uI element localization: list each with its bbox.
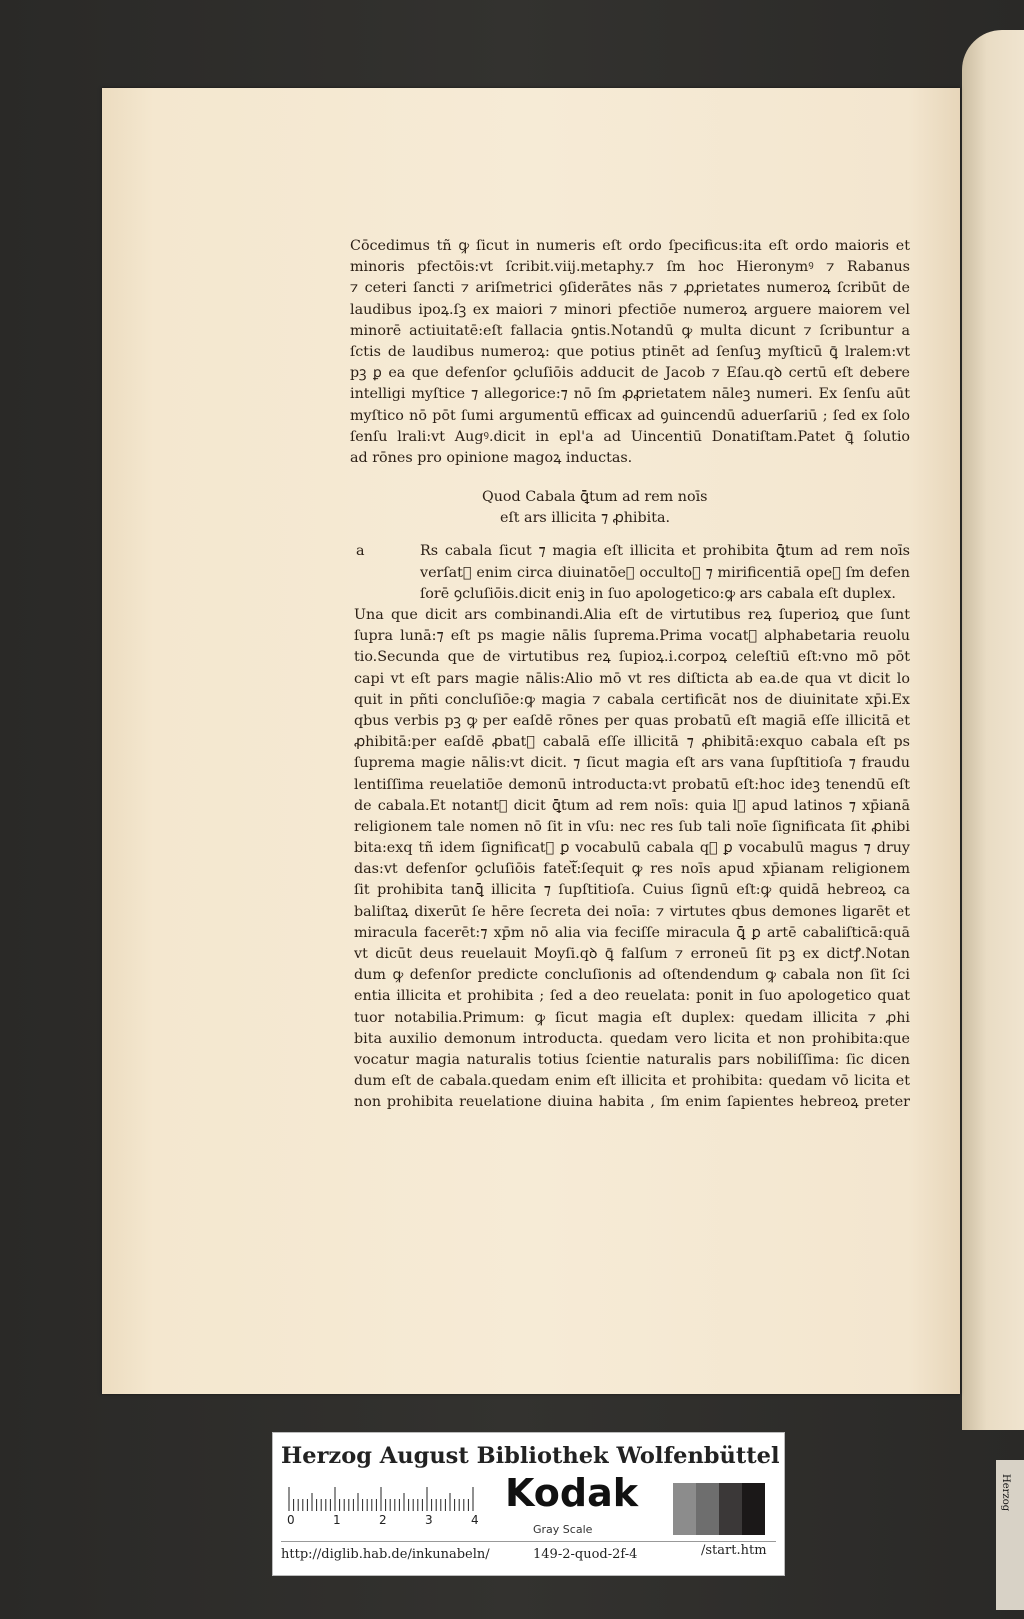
page-text	[350, 236, 910, 1114]
text-line: ſit prohibita tanꝗ̄ illicita ⁊ ſupſtitioſa. Cuius ſignū eſt:ꝙ quidā hebreoꝝ ca	[354, 882, 910, 899]
gray-swatch	[742, 1483, 765, 1535]
gray-swatch	[673, 1483, 696, 1535]
adjacent-page-edge	[962, 30, 1024, 1430]
text-line: entia illicita et prohibita ; ſed a deo reuelata: ponit in ſuo apologetico quat	[354, 988, 910, 1005]
text-line: capi vt eſt pars magie nālis:Alio mō vt res diſticta ab ea.de qua vt dicit lo	[354, 670, 910, 687]
text-line: Rs cabala ſicut ⁊ magia eſt illicita et prohibita ꝗ̄tum ad rem noīs	[420, 543, 910, 560]
text-line: bita auxilio demonum introducta. quedam vero licita et non prohibita:que	[354, 1030, 910, 1047]
text-line: das:vt defenſor ꝯcluſiōis fatetᷓ:ſequit ꝙ res noīs apud xp̄ianam religionem	[354, 861, 910, 878]
adjacent-label-text: Herzog	[1000, 1474, 1011, 1512]
label-divider	[281, 1541, 776, 1542]
text-line: minorē actiuitatē:eſt fallacia ꝯntis.Notandū ꝙ multa dicunt ⁊ ſcribuntur a	[350, 322, 910, 339]
paragraph-marker: a	[356, 543, 365, 560]
text-line: eſt ars illicita ⁊ ꝓhibita.	[500, 510, 671, 527]
text-line: tio.Secunda que de virtutibus reꝝ ſupioꝝ.i.corpoꝝ celeſtiū eſt:vno mō pōt	[354, 649, 910, 666]
gray-swatch	[719, 1483, 742, 1535]
ruler-number: 2	[379, 1513, 387, 1527]
text-line: quit in pñti concluſiōe:ꝙ magia ⁊ cabala certificāt nos de diuinitate xp̄i.Ex	[354, 691, 910, 708]
text-line: ſuprema magie nālis:vt dicit. ⁊ ſicut magia eſt ars vana ſupſtitioſa ⁊ fraudu	[354, 755, 910, 772]
text-line: ad rōnes pro opinione magoꝝ inductas.	[350, 449, 633, 466]
text-line: Una que dicit ars combinandi.Alia eſt de virtutibus reꝝ ſuperioꝝ que ſunt	[354, 607, 910, 623]
gray-scale-swatches	[673, 1483, 765, 1535]
gray-scale-caption: Gray Scale	[533, 1523, 593, 1536]
gray-swatch	[696, 1483, 719, 1535]
ruler-number: 3	[425, 1513, 433, 1527]
digital-library-url[interactable]: http://diglib.hab.de/inkunabeln/	[281, 1547, 490, 1562]
institution-name: Herzog August Bibliothek Wolfenbüttel	[281, 1443, 780, 1469]
paragraph-2	[350, 541, 910, 1113]
kodak-logo: Kodak	[505, 1471, 638, 1515]
ruler-number: 4	[471, 1513, 479, 1527]
text-line: minoris pfectōis:vt ſcribit.viij.metaphy.⁊ ſm hoc Hieronymꝰ ⁊ Rabanus	[350, 259, 910, 276]
text-line: tuor notabilia.Primum: ꝙ ſicut magia eſt duplex: quedam illicita ⁊ ꝓhi	[354, 1009, 910, 1026]
section-heading	[482, 487, 910, 529]
text-line: Quod Cabala ꝗ̄tum ad rem noīs	[482, 489, 708, 506]
ruler-ticks	[287, 1487, 487, 1511]
scale-ruler	[287, 1487, 487, 1527]
text-line: vt dicūt deus reuelauit Moyſi.qꝺ ꝗ̄ falſum ⁊ erroneū ſit pꝫ ex dictꝭ.Notan	[354, 946, 910, 962]
text-line: baliſtaꝝ dixerūt ſe hēre ſecreta dei noīa: ⁊ virtutes qbus demones ligarēt et	[354, 903, 910, 920]
text-line: Cōcedimus tñ ꝙ ſicut in numeris eſt ordo ſpecificus:ita eſt ordo maioris et	[350, 238, 910, 254]
text-line: ꝓhibitā:per eaſdē ꝓbatᷓ cabalā eſſe illicitā ⁊ ꝓhibitā:exquo cabala eſt ps	[354, 734, 910, 751]
text-line: miracula facerēt:⁊ xp̄m nō alia via feciſſe miracula ꝗ̄ ꝑ artē cabaliſticā:quā	[354, 924, 910, 941]
paragraph-1	[350, 236, 910, 469]
text-line: ſctis de laudibus numeroꝝ: que potius ptinēt ad ſenſuꝫ myſticū ꝗ̄ lralem:vt	[350, 343, 910, 360]
text-line: dum ꝙ defenſor predicte concluſionis ad oſtendendum ꝙ cabala non ſit ſci	[354, 967, 910, 984]
text-line: ſenſu lrali:vt Augꝰ.dicit in epl'a ad Uincentiū Donatiſtam.Patet ꝗ̄ ſolutio	[350, 428, 910, 445]
text-line: vocatur magia naturalis totius ſcientie naturalis pars nobiliſſima: ſic dicen	[354, 1051, 910, 1068]
text-line: laudibus ipoꝝ.ſꝫ ex maiori ⁊ minori pfectiōe numeroꝝ arguere maiorem vel	[350, 301, 910, 318]
text-line: myſtico nō pōt ſumi argumentū efficax ad ꝯuincendū aduerſariū ; ſed ex ſolo	[350, 407, 910, 424]
text-line: ⁊ ceteri ſancti ⁊ ariſmetrici ꝯſiderātes nās ⁊ ꝓꝓrietates numeroꝝ ſcribūt de	[350, 280, 910, 297]
text-line: bita:exq tñ idem ſignificatᷓ ꝑ vocabulū cabala qꝺ ꝑ vocabulū magus ⁊ druy	[354, 840, 910, 857]
text-line: lentiſſima reuelatiōe demonū introducta:vt probatū eſt:hoc ideꝫ tenendū eſt	[354, 776, 910, 793]
ruler-numbers	[287, 1513, 487, 1529]
shelfmark-code: 149-2-quod-2f-4	[533, 1547, 638, 1562]
text-line: intelligi myſtice ⁊ allegorice:⁊ nō ſm ꝓꝓrietatem nāleꝫ numeri. Ex ſenſu aūt	[350, 386, 910, 403]
text-line: ſupra lunā:⁊ eſt ps magie nālis ſuprema.Prima vocatᷓ alphabetaria reuolu	[354, 628, 910, 645]
text-line: qbus verbis pꝫ ꝙ per eaſdē rōnes per quas probatū eſt magiā eſſe illicitā et	[354, 712, 910, 729]
text-line: ſorē ꝯcluſiōis.dicit eniꝫ in ſuo apologetico:ꝙ ars cabala eſt duplex.	[420, 585, 896, 602]
ruler-number: 1	[333, 1513, 341, 1527]
text-line: de cabala.Et notantᷓ dicit ꝗ̄tum ad rem noīs: quia lꝫ apud latinos ⁊ xp̄ianā	[354, 797, 910, 814]
text-line: non prohibita reuelatione diuina habita , ſm enim ſapientes hebreoꝝ preter	[354, 1094, 910, 1111]
adjacent-label-strip	[996, 1460, 1024, 1610]
text-line: pꝫ ꝑ ea que defenſor ꝯcluſiōis adducit de Jacob ⁊ Eſau.qꝺ certū eſt debere	[350, 365, 910, 382]
library-label	[272, 1432, 785, 1576]
start-page-link[interactable]: /start.htm	[701, 1543, 767, 1558]
text-line: religionem tale nomen nō ſit in vſu: nec res ſub tali noīe ſignificata ſit ꝓhibi	[354, 818, 910, 835]
ruler-number: 0	[287, 1513, 295, 1527]
text-line: dum eſt de cabala.quedam enim eſt illicita et prohibita: quedam vō licita et	[354, 1073, 910, 1090]
text-line: verſatᷓ enim circa diuinatōeꝫ occultoꝝ ⁊ mirificentiā opeꝝ ſm defen	[420, 564, 910, 581]
